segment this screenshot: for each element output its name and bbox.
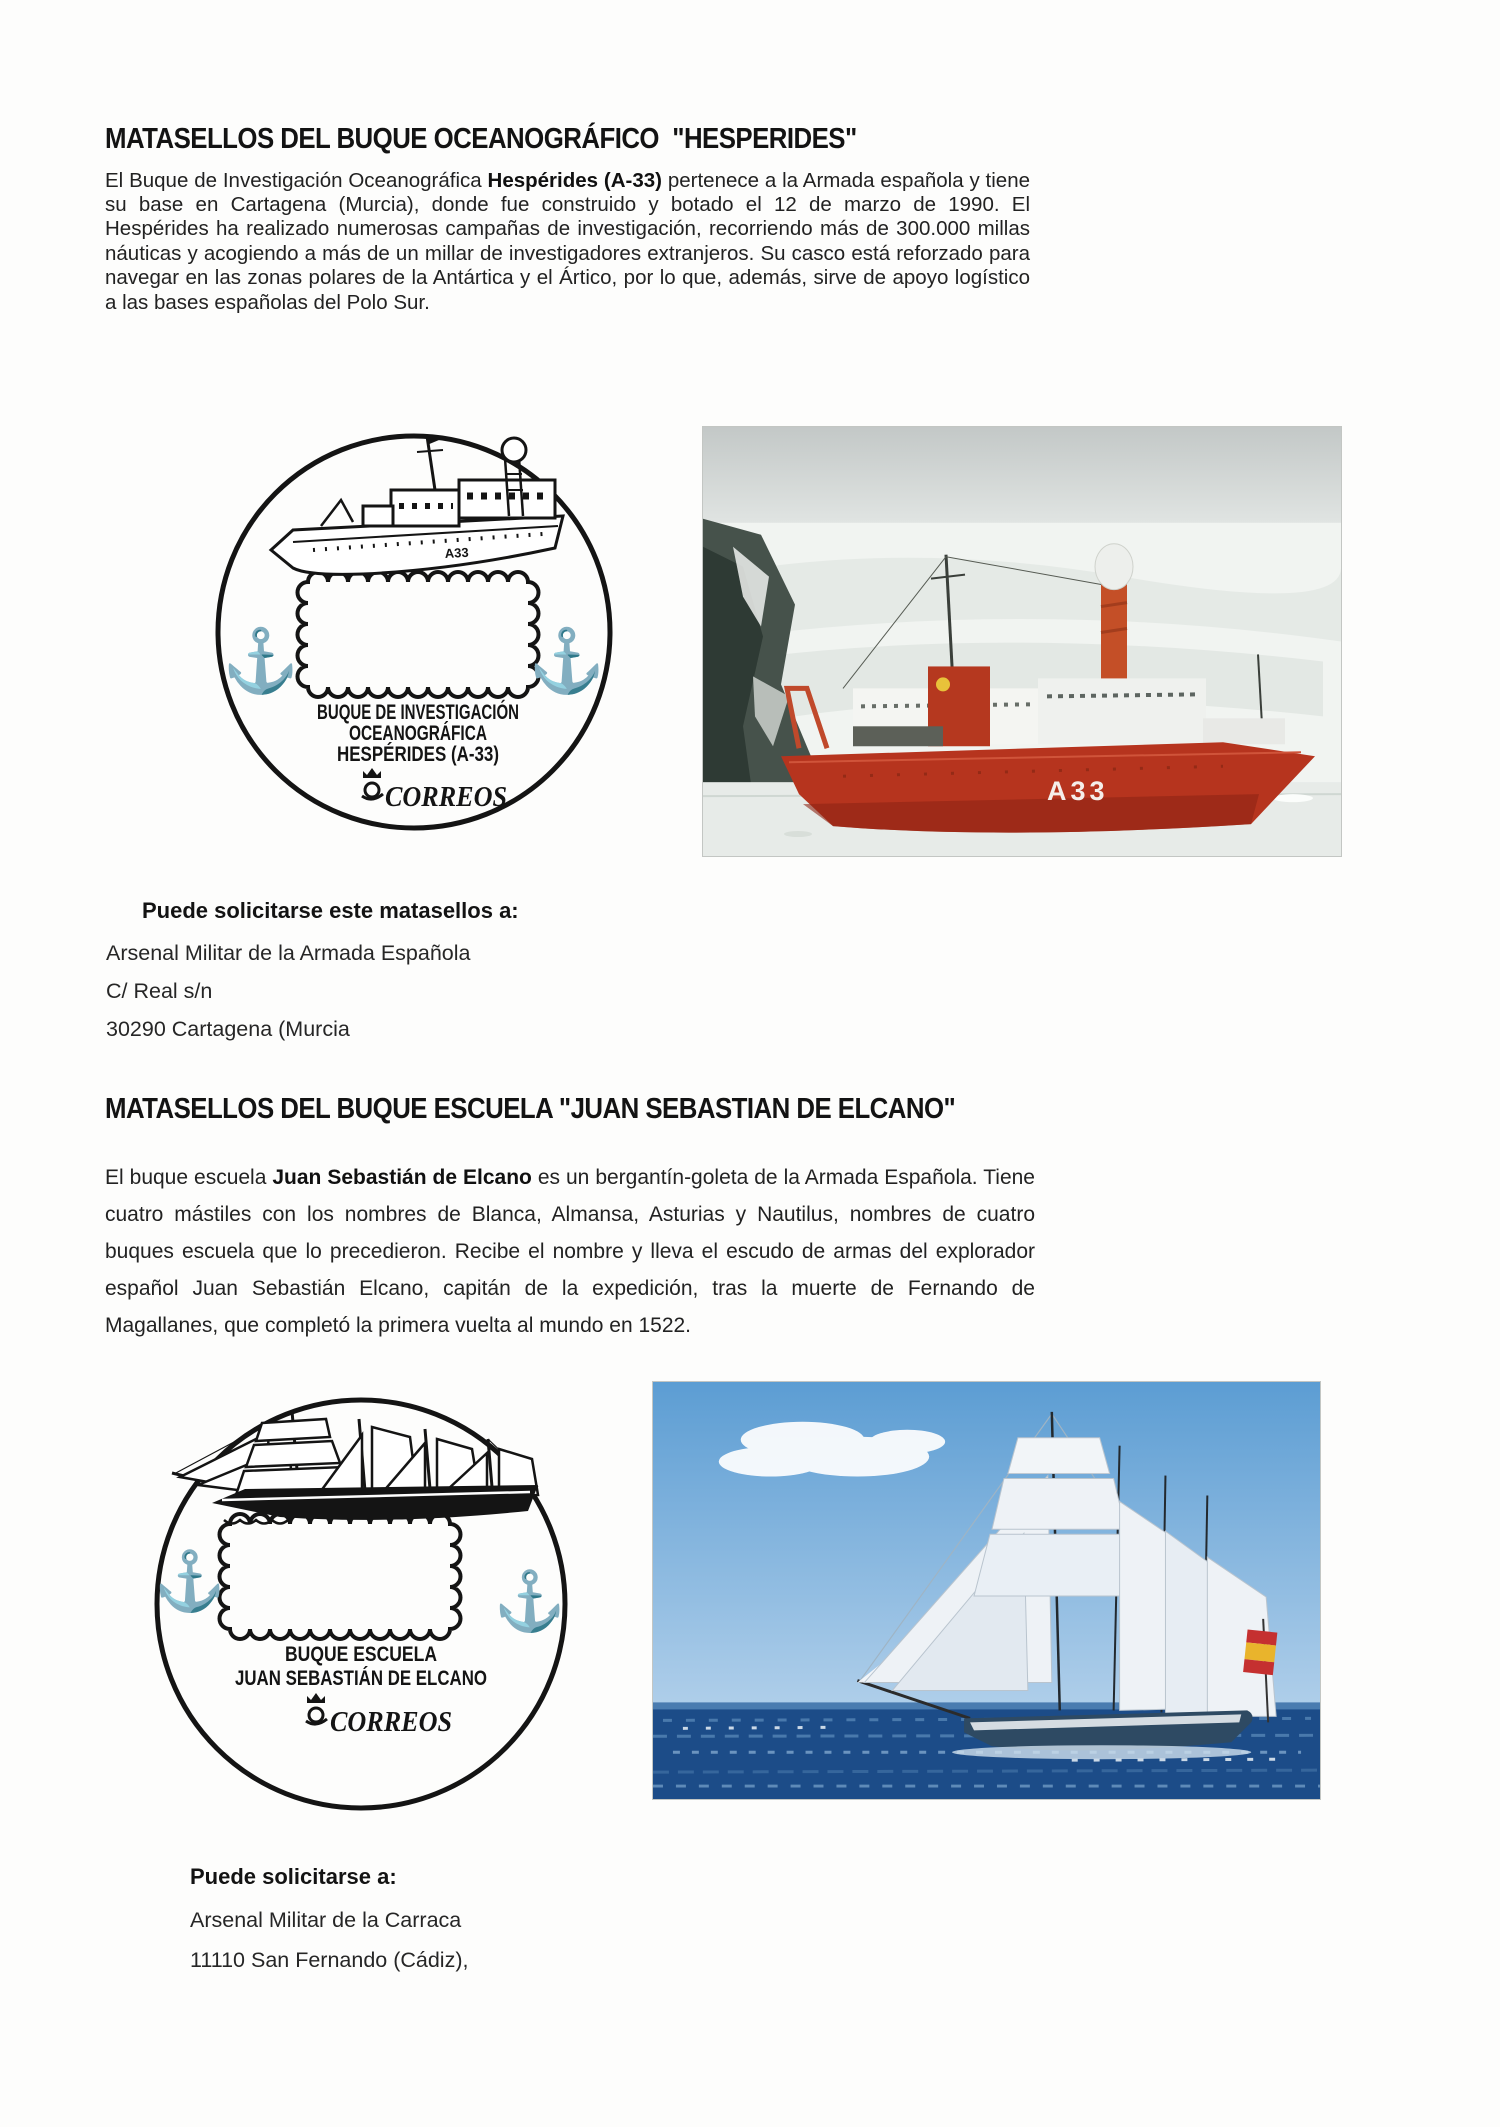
elcano-postmark — [150, 1393, 572, 1815]
gray-sky — [703, 427, 1341, 523]
postmark-line-2: JUAN SEBASTIÁN DE ELCANO — [235, 1667, 487, 1690]
radar-dome — [1095, 544, 1133, 590]
research-vessel-line-art — [271, 436, 563, 574]
address-line: 11110 San Fernando (Cádiz), — [190, 1948, 469, 1972]
section2-request-label: Puede solicitarse a: — [190, 1864, 397, 1889]
clouds — [719, 1422, 945, 1477]
section1-paragraph — [105, 169, 1030, 315]
address-line: Arsenal Militar de la Armada Española — [106, 941, 471, 965]
para1-lead: El Buque de Investigación Oceanográfica — [105, 168, 488, 192]
address-line: C/ Real s/n — [106, 979, 213, 1003]
section2-title: MATASELLOS DEL BUQUE ESCUELA "JUAN SEBASTIAN DE ELCANO" — [105, 1093, 956, 1126]
sailing-ship-line-art — [172, 1411, 538, 1524]
hesperides-postmark — [213, 430, 615, 834]
section1-request-label: Puede solicitarse este matasellos a: — [142, 898, 519, 923]
section1-address — [106, 934, 471, 1048]
radar-dome-line-art — [502, 438, 526, 462]
hull-code-label: A33 — [1047, 776, 1109, 807]
para2-ship-name: Juan Sebastián de Elcano — [272, 1166, 532, 1189]
anchor-left-icon: ⚓ — [153, 1549, 227, 1614]
correos-wordmark: CORREOS — [385, 782, 507, 813]
elcano-photo — [652, 1381, 1321, 1800]
anchor-left-icon: ⚓ — [222, 627, 300, 696]
para1-ship-name: Hespérides (A-33) — [487, 168, 662, 192]
anchor-right-icon: ⚓ — [493, 1569, 567, 1634]
correos-logo-icon — [362, 768, 383, 799]
address-line: 30290 Cartagena (Murcia — [106, 1017, 350, 1041]
hesperides-photo — [702, 426, 1342, 857]
spanish-flag — [1243, 1629, 1277, 1675]
address-line: Arsenal Militar de la Carraca — [190, 1908, 462, 1932]
para2-rest: es un bergantín-goleta de la Armada Española. Tiene cuatro mástiles con los nombres de Blanca, Almansa, Asturias y Nautilus, nombres de cuatro buques escuela que lo precedieron. Recibe el nombre y lleva el escudo de armas del explorador español Juan Sebastián Elcano, capitán de la expedición, tras la muerte de Fernando de Magallanes, que completó la primera vuelta al mundo en 1522. — [105, 1166, 1035, 1337]
postmark-line-3: HESPÉRIDES (A-33) — [337, 743, 499, 766]
section2-paragraph — [105, 1159, 1035, 1344]
correos-wordmark: CORREOS — [330, 1707, 452, 1738]
postmark-line-1: BUQUE DE INVESTIGACIÓN — [317, 701, 600, 724]
postmark-hull-code: A33 — [444, 544, 469, 561]
stamp-frame — [220, 1514, 461, 1639]
postmark-line-1: BUQUE ESCUELA — [285, 1643, 437, 1666]
anchor-right-icon: ⚓ — [528, 627, 606, 696]
para2-lead: El buque escuela — [105, 1166, 273, 1189]
correos-logo-icon — [306, 1693, 327, 1724]
waterline-foam — [952, 1745, 1251, 1759]
section1-title: MATASELLOS DEL BUQUE OCEANOGRÁFICO "HESPERIDES" — [105, 123, 857, 156]
para1-rest: pertenece a la Armada española y tiene su base en Cartagena (Murcia), donde fue construido y botado el 12 de marzo de 1990. El Hespérides ha realizado numerosas campañas de investigación, recorriendo más de 300.000 millas náuticas y acogiendo a más de un millar de investigadores extranjeros. Su casco está reforzado para navegar en las zonas polares de la Antártica y el Ártico, por lo que, además, sirve de apoyo logístico a las bases españolas del Polo Sur. — [105, 168, 1031, 314]
section2-address — [190, 1900, 468, 1980]
stamp-frame — [298, 572, 539, 697]
postmark-line-2: OCEANOGRÁFICA — [349, 722, 487, 745]
